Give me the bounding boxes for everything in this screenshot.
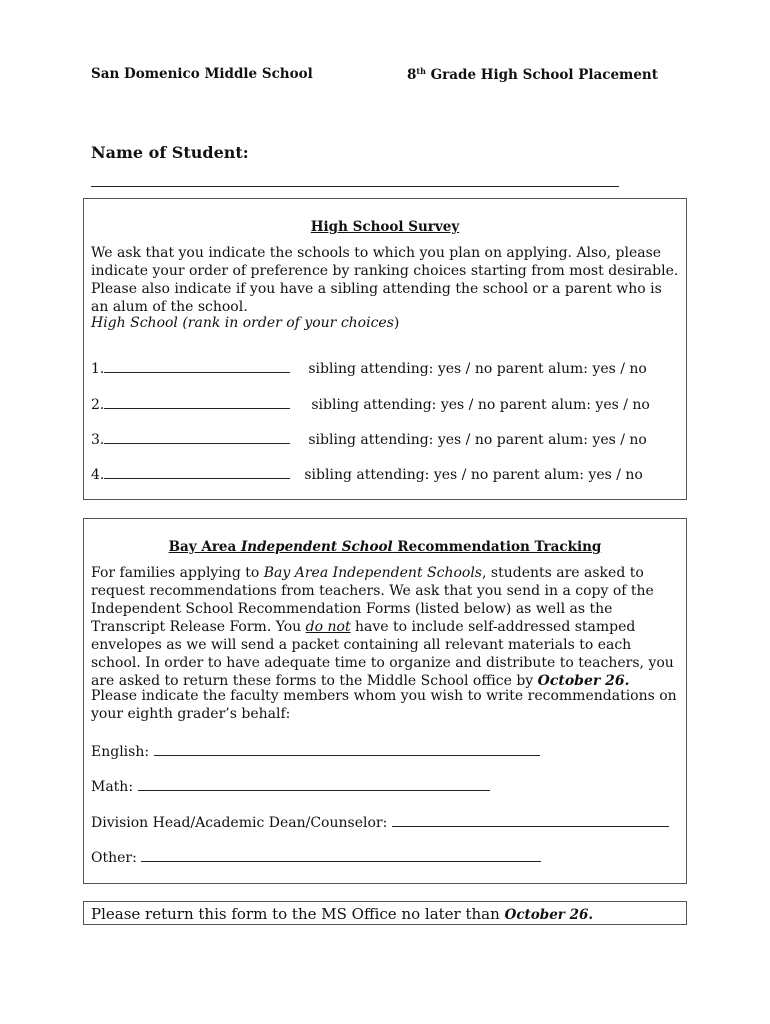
high-school-survey-box [83, 198, 687, 500]
rank-instruction-italic: High School (rank in order of your choices [91, 315, 394, 331]
math-line[interactable] [138, 776, 490, 791]
rank-instruction [91, 314, 399, 332]
tracking-paragraph [91, 564, 683, 690]
school-choice-3-line[interactable] [104, 429, 290, 444]
division-label: Division Head/Academic Dean/Counselor: [91, 815, 388, 831]
survey-row-2 [91, 394, 650, 414]
row-number: 1. [91, 361, 105, 377]
survey-title: High School Survey [310, 219, 460, 235]
tracking-title-c: Recommendation Tracking [392, 539, 602, 555]
other-field [91, 847, 541, 867]
math-field [91, 776, 490, 796]
return-notice-date: October 26. [504, 907, 594, 923]
p1-b: Bay Area Independent Schools [263, 565, 482, 581]
form-title-text: Grade High School Placement [425, 67, 658, 83]
other-label: Other: [91, 850, 137, 866]
school-choice-4-line[interactable] [104, 464, 290, 479]
school-choice-2-line[interactable] [104, 394, 290, 409]
rank-instruction-end: ) [393, 315, 400, 331]
row-number: 3. [91, 432, 105, 448]
row-choices: sibling attending: yes / no parent alum: yes / no [311, 397, 650, 413]
survey-row-4 [91, 464, 643, 484]
return-notice-box [83, 901, 687, 925]
tracking-title-a: Bay Area [168, 539, 241, 555]
p1-a: For families applying to [91, 565, 264, 581]
row-choices: sibling attending: yes / no parent alum: yes / no [308, 361, 647, 377]
survey-intro: We ask that you indicate the schools to which you plan on applying. Also, please indicate your order of preference by ranking choices starting from most desirable. Please also indicate if you have a sibling attending the school or a parent who is an alum of the school. [91, 245, 679, 315]
other-line[interactable] [141, 847, 541, 862]
p1-c: , students are asked to request recommendations from teachers. We ask that you send in a copy of the Independent School Recommendation Forms (listed below) as well as the Transcript Release Form. You [91, 565, 654, 635]
student-name-label: Name of Student: [91, 143, 249, 162]
school-choice-1-line[interactable] [104, 358, 290, 373]
p1-e: have to include self-addressed stamped envelopes as we will send a packet containing all relevant materials to each school. In order to have adequate time to organize and distribute to teachers, you are asked to return these forms to the Middle School office by [91, 619, 674, 689]
p1-deadline: October 26. [537, 673, 630, 689]
form-title [407, 66, 658, 83]
survey-row-1 [91, 358, 647, 378]
survey-row-3 [91, 429, 647, 449]
p1-d: do not [305, 619, 351, 635]
grade-number: 8 [407, 67, 417, 83]
english-line[interactable] [154, 741, 540, 756]
division-field [91, 812, 669, 832]
tracking-title-b: Independent School [240, 539, 393, 555]
math-label: Math: [91, 779, 134, 795]
row-number: 2. [91, 397, 105, 413]
grade-suffix: th [416, 66, 426, 76]
division-line[interactable] [392, 812, 669, 827]
school-name: San Domenico Middle School [91, 66, 313, 82]
recommendation-tracking-box [83, 518, 687, 884]
row-choices: sibling attending: yes / no parent alum: yes / no [308, 432, 647, 448]
english-field [91, 741, 540, 761]
return-notice-text: Please return this form to the MS Office no later than [91, 905, 505, 923]
tracking-title [84, 539, 686, 555]
student-name-line[interactable] [91, 186, 619, 187]
row-choices: sibling attending: yes / no parent alum: yes / no [304, 467, 643, 483]
row-number: 4. [91, 467, 105, 483]
faculty-instruction: Please indicate the faculty members whom you wish to write recommendations on your eighth grader’s behalf: [91, 688, 677, 722]
english-label: English: [91, 744, 150, 760]
